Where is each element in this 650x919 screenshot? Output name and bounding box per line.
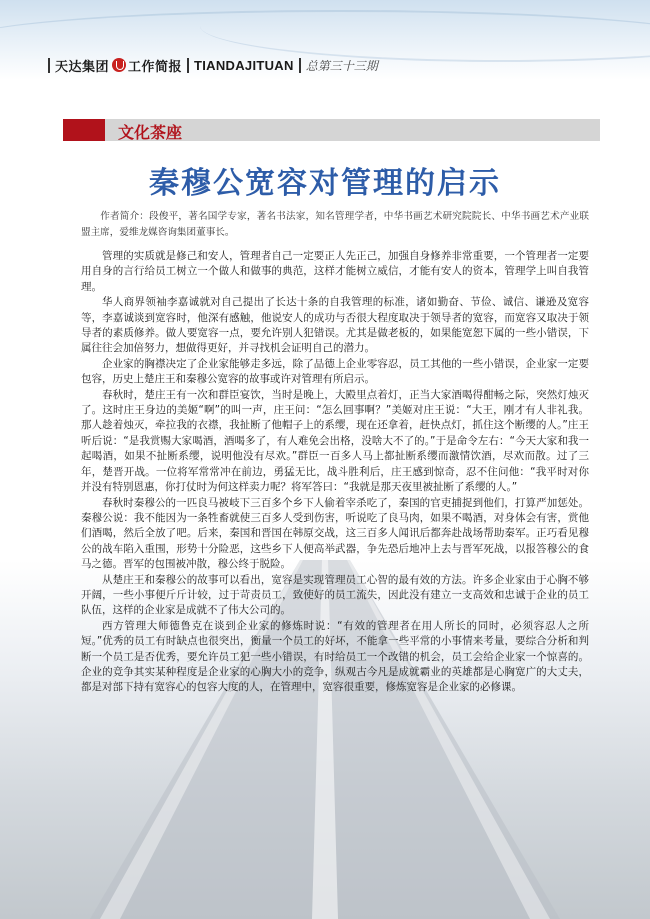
author-intro: 作者简介：段俊平，著名国学专家，著名书法家，知名管理学者，中华书画艺术研究院院长、中华书画艺术产业联盟主席，爱维龙媒咨询集团董事长。 [81, 211, 589, 238]
paragraph: 管理的实质就是修己和安人，管理者自己一定要正人先正己，加强自身修养非常重要，一个管理者一定要用自身的言行给员工树立一个做人和做事的典范，这样才能树立威信，才能有安人的资本，管理学上叫自我管理。 [81, 250, 589, 293]
paragraph: 春秋时，楚庄王有一次和群臣宴饮，当时是晚上，大殿里点着灯，正当大家酒喝得酣畅之际，突然灯烛灭了。这时庄王身边的美姬“啊”的叫一声，庄王问：“怎么回事啊？”美姬对庄王说：“大王，刚才有人非礼我。那人趁着烛灭，牵拉我的衣襟，我扯断了他帽子上的系缨，现在还拿着，赶快点灯，抓住这个断缨的人。”庄王听后说：“是我赏赐大家喝酒，酒喝多了，有人难免会出格，没啥大不了的。”于是命令左右：“今天大家和我一起喝酒，如果不扯断系缨，说明他没有尽欢。”群臣一百多人马上都扯断系缨而激情饮酒，尽欢而散。过了三年，楚晋开战。一位将军常常冲在前边，勇猛无比，战斗胜利后，庄王感到惊奇，忍不住问他：“我平时对你并没有特别恩惠，你打仗时为何这样卖力呢？将军答曰：“我就是那天夜里被扯断了系缨的人。” [81, 388, 589, 494]
divider [187, 58, 189, 73]
divider [299, 58, 301, 73]
paragraph: 西方管理大师德鲁克在谈到企业家的修炼时说：“有效的管理者在用人所长的同时，必须容忍人之所短。”优秀的员工有时缺点也很突出，衡量一个员工的好坏，不能拿一些平常的小事情来考量，要综合分析和判断一个员工是否优秀，要允许员工犯一些小错误，有时给员工一个改错的机会，员工会给企业家一个惊喜的。企业的竞争其实某种程度是企业家的心胸大小的竞争，纵观古今凡是成就霸业的英雄都是心胸宽广的大丈夫，都是对部下持有宽容心的包容大度的人，在管理中，宽容很重要，修炼宽容是企业家的必修课。 [81, 619, 589, 694]
paragraph: 从楚庄王和秦穆公的故事可以看出，宽容是实现管理员工心智的最有效的方法。许多企业家由于心胸不够开阔，一些小事便斤斤计较，过于苛责员工，致使好的员工流失，因此没有建立一支高效和忠诚于企业的员工队伍，这样的企业家是成就不了伟大公司的。 [81, 573, 589, 617]
issue-number: 总第三十三期 [305, 58, 378, 73]
newsletter-name: 工作简报 [128, 59, 183, 75]
company-logo-icon [112, 58, 126, 72]
paragraph: 企业家的胸襟决定了企业家能够走多远，除了品德上企业零容忍，员工其他的一些小错误，企业家一定要包容，历史上楚庄王和秦穆公宽容的故事或许对管理有所启示。 [81, 357, 589, 386]
masthead [43, 56, 378, 74]
group-name: 天达集团 [55, 59, 110, 75]
column-label: 文化茶座 [118, 123, 183, 142]
article-body [81, 249, 589, 696]
paragraph: 春秋时秦穆公的一匹良马被岐下三百多个乡下人偷着宰杀吃了，秦国的官吏捕捉到他们，打算严加惩处。秦穆公说：我不能因为一条牲畜就使三百多人受到伤害，听说吃了良马肉，如果不喝酒，对身体会有害，赏他们酒喝，然后全放了吧。后来，秦国和晋国在韩原交战，这三百多人闻讯后都奔赴战场帮助秦军。正巧看见穆公的战车陷入重围，形势十分险恶，这些乡下人便高举武器，争先恐后地冲上去与晋军死战，以报答穆公的食马之德。晋军的包围被冲散，穆公终于脱险。 [81, 496, 589, 571]
paragraph: 华人商界领袖李嘉诚就对自己提出了长达十条的自我管理的标准，诸如勤奋、节俭、诚信、谦逊及宽容等，李嘉诚谈到宽容时，他深有感触，他说安人的成功与否很大程度取决于领导者的宽容，而宽容又取决于领导者的素质修养。做人要宽容一点，要允许别人犯错误。尤其是做老板的，如果能宽恕下属的一些小错误，下属往往会加倍努力，想做得更好，并寻找机会证明自己的潜力。 [81, 296, 589, 355]
column-accent-block [63, 119, 105, 141]
divider [48, 58, 50, 73]
column-header [63, 119, 600, 141]
article-title: 秦穆公宽容对管理的启示 [149, 166, 501, 201]
group-latin-name: TIANDAJITUAN [194, 57, 294, 73]
